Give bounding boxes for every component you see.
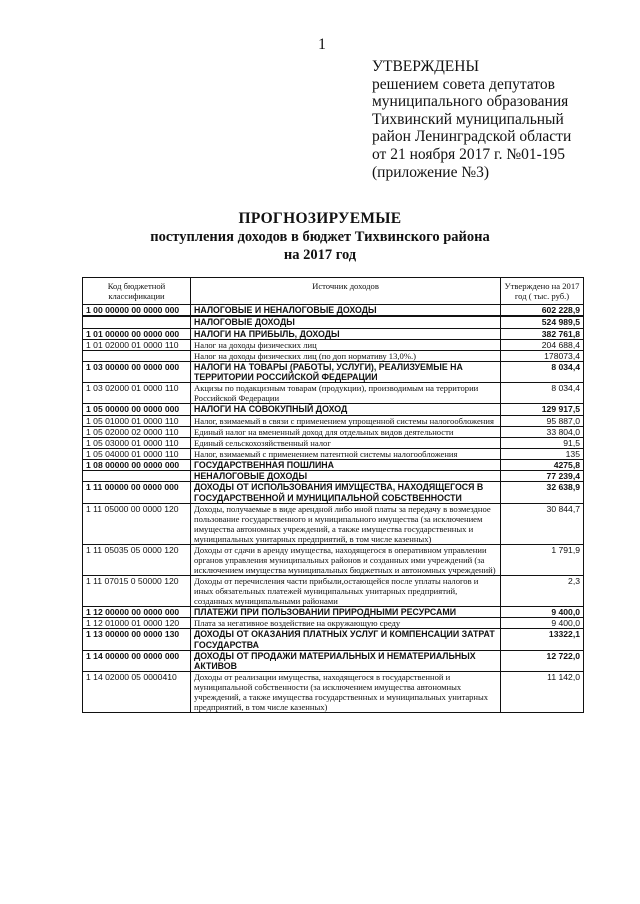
row-source: Доходы от сдачи в аренду имущества, находящегося в оперативном управлении органов управления муниципальных районов и созданных ими учреждений (за исключением имущества муниципальных бюджетных и автономных учреждений) bbox=[191, 544, 501, 575]
table-row bbox=[83, 503, 584, 544]
row-source: Плата за негативное воздействие на окружающую среду bbox=[191, 618, 501, 629]
row-amount: 30 844,7 bbox=[501, 503, 584, 544]
table-row bbox=[83, 350, 584, 361]
row-source: НАЛОГИ НА ПРИБЫЛЬ, ДОХОДЫ bbox=[191, 328, 501, 339]
approval-stamp bbox=[372, 58, 571, 181]
row-code: 1 11 05035 05 0000 120 bbox=[83, 544, 191, 575]
row-source: ДОХОДЫ ОТ ОКАЗАНИЯ ПЛАТНЫХ УСЛУГ И КОМПЕНСАЦИИ ЗАТРАТ ГОСУДАРСТВА bbox=[191, 629, 501, 651]
table-row bbox=[83, 575, 584, 606]
row-code: 1 13 00000 00 0000 130 bbox=[83, 629, 191, 651]
approval-line: (приложение №3) bbox=[372, 163, 490, 181]
row-amount: 33 804,0 bbox=[501, 426, 584, 437]
table-row bbox=[83, 404, 584, 415]
row-source: ДОХОДЫ ОТ ИСПОЛЬЗОВАНИЯ ИМУЩЕСТВА, НАХОДЯЩЕГОСЯ В ГОСУДАРСТВЕННОЙ И МУНИЦИПАЛЬНОЙ СОБСТВЕННОСТИ bbox=[191, 482, 501, 504]
header-source: Источник доходов bbox=[191, 278, 501, 305]
table-row bbox=[83, 629, 584, 651]
row-amount: 8 034,4 bbox=[501, 383, 584, 404]
approval-line: муниципального образования bbox=[372, 93, 569, 111]
approval-line: район Ленинградской области bbox=[372, 128, 572, 146]
row-source: ГОСУДАРСТВЕННАЯ ПОШЛИНА bbox=[191, 459, 501, 470]
table-row bbox=[83, 316, 584, 328]
row-code: 1 05 01000 01 0000 110 bbox=[83, 415, 191, 426]
row-source: Доходы, получаемые в виде арендной либо иной платы за передачу в возмездное пользование государственного и муниципального имущества (за исключением имущества автономных учреждений, а также имущества государственных и муниципальных унитарных предприятий, в том числе казенных) bbox=[191, 503, 501, 544]
row-amount: 8 034,4 bbox=[501, 361, 584, 383]
row-source: Налог, взимаемый с применением патентной системы налогообложения bbox=[191, 448, 501, 459]
document-title bbox=[0, 210, 640, 264]
row-code: 1 11 05000 00 0000 120 bbox=[83, 503, 191, 544]
row-amount: 4275,8 bbox=[501, 459, 584, 470]
table-header-row bbox=[83, 278, 584, 305]
row-code: 1 00 00000 00 0000 000 bbox=[83, 305, 191, 317]
table-row bbox=[83, 471, 584, 482]
row-amount: 602 228,9 bbox=[501, 305, 584, 317]
row-amount: 2,3 bbox=[501, 575, 584, 606]
row-code: 1 14 02000 05 0000410 bbox=[83, 672, 191, 713]
row-amount: 524 989,5 bbox=[501, 316, 584, 328]
row-amount: 9 400,0 bbox=[501, 606, 584, 617]
row-amount: 32 638,9 bbox=[501, 482, 584, 504]
row-source: НАЛОГОВЫЕ И НЕНАЛОГОВЫЕ ДОХОДЫ bbox=[191, 305, 501, 317]
row-code: 1 11 00000 00 0000 000 bbox=[83, 482, 191, 504]
row-code: 1 12 01000 01 0000 120 bbox=[83, 618, 191, 629]
approval-line: решением совета депутатов bbox=[372, 75, 555, 93]
row-code: 1 05 03000 01 0000 110 bbox=[83, 437, 191, 448]
row-code: 1 01 02000 01 0000 110 bbox=[83, 339, 191, 350]
row-amount: 12 722,0 bbox=[501, 650, 584, 672]
table-row bbox=[83, 459, 584, 470]
approval-line: от 21 ноября 2017 г. №01-195 bbox=[372, 145, 566, 163]
table-row bbox=[83, 448, 584, 459]
row-source: НАЛОГИ НА ТОВАРЫ (РАБОТЫ, УСЛУГИ), РЕАЛИЗУЕМЫЕ НА ТЕРРИТОРИИ РОССИЙСКОЙ ФЕДЕРАЦИИ bbox=[191, 361, 501, 383]
row-code: 1 14 00000 00 0000 000 bbox=[83, 650, 191, 672]
row-code bbox=[83, 471, 191, 482]
table-row bbox=[83, 618, 584, 629]
row-code: 1 01 00000 00 0000 000 bbox=[83, 328, 191, 339]
table-row bbox=[83, 426, 584, 437]
row-code: 1 12 00000 00 0000 000 bbox=[83, 606, 191, 617]
title-line-2: поступления доходов в бюджет Тихвинского района bbox=[150, 229, 490, 245]
table-row bbox=[83, 305, 584, 317]
row-code: 1 03 00000 00 0000 000 bbox=[83, 361, 191, 383]
table-row bbox=[83, 606, 584, 617]
row-source: ПЛАТЕЖИ ПРИ ПОЛЬЗОВАНИИ ПРИРОДНЫМИ РЕСУРСАМИ bbox=[191, 606, 501, 617]
row-source: Акцизы по подакцизным товарам (продукции), производимым на территории Российской Федерации bbox=[191, 383, 501, 404]
row-source: Доходы от перечисления части прибыли,остающейся после уплаты налогов и иных обязательных платежей муниципальных унитарных предприятий, созданных муниципальными районами bbox=[191, 575, 501, 606]
table-row bbox=[83, 482, 584, 504]
table-row bbox=[83, 383, 584, 404]
row-amount: 11 142,0 bbox=[501, 672, 584, 713]
row-code bbox=[83, 316, 191, 328]
title-line-1: ПРОГНОЗИРУЕМЫЕ bbox=[238, 210, 402, 227]
table-row bbox=[83, 544, 584, 575]
row-amount: 1 791,9 bbox=[501, 544, 584, 575]
row-source: Единый сельскохозяйственный налог bbox=[191, 437, 501, 448]
table-row bbox=[83, 328, 584, 339]
approval-line: Тихвинский муниципальный bbox=[372, 110, 564, 128]
row-amount: 382 761,8 bbox=[501, 328, 584, 339]
row-code: 1 05 04000 01 0000 110 bbox=[83, 448, 191, 459]
table-row bbox=[83, 415, 584, 426]
row-source: НАЛОГИ НА СОВОКУПНЫЙ ДОХОД bbox=[191, 404, 501, 415]
row-source: Налог на доходы физических лиц bbox=[191, 339, 501, 350]
table-row bbox=[83, 650, 584, 672]
revenue-table bbox=[82, 277, 584, 713]
approval-line: УТВЕРЖДЕНЫ bbox=[372, 58, 479, 75]
row-source: НАЛОГОВЫЕ ДОХОДЫ bbox=[191, 316, 501, 328]
row-amount: 13322,1 bbox=[501, 629, 584, 651]
row-amount: 204 688,4 bbox=[501, 339, 584, 350]
row-code: 1 08 00000 00 0000 000 bbox=[83, 459, 191, 470]
row-amount: 9 400,0 bbox=[501, 618, 584, 629]
row-code: 1 03 02000 01 0000 110 bbox=[83, 383, 191, 404]
row-source: НЕНАЛОГОВЫЕ ДОХОДЫ bbox=[191, 471, 501, 482]
page-number: 1 bbox=[318, 36, 326, 53]
table-row bbox=[83, 339, 584, 350]
table-body bbox=[83, 305, 584, 713]
row-source: Единый налог на вмененный доход для отдельных видов деятельности bbox=[191, 426, 501, 437]
row-source: Налог, взимаемый в связи с применением упрощенной системы налогообложения bbox=[191, 415, 501, 426]
table-row bbox=[83, 361, 584, 383]
table-row bbox=[83, 437, 584, 448]
row-amount: 135 bbox=[501, 448, 584, 459]
header-amount: Утверждено на 2017 год ( тыс. руб.) bbox=[501, 278, 584, 305]
row-amount: 129 917,5 bbox=[501, 404, 584, 415]
row-code bbox=[83, 350, 191, 361]
row-amount: 91,5 bbox=[501, 437, 584, 448]
row-source: Налог на доходы физических лиц (по доп нормативу 13,0%.) bbox=[191, 350, 501, 361]
title-line-3: на 2017 год bbox=[283, 247, 357, 263]
table-row bbox=[83, 672, 584, 713]
row-amount: 77 239,4 bbox=[501, 471, 584, 482]
row-code: 1 05 02000 02 0000 110 bbox=[83, 426, 191, 437]
row-amount: 95 887,0 bbox=[501, 415, 584, 426]
row-amount: 178073,4 bbox=[501, 350, 584, 361]
row-source: ДОХОДЫ ОТ ПРОДАЖИ МАТЕРИАЛЬНЫХ И НЕМАТЕРИАЛЬНЫХ АКТИВОВ bbox=[191, 650, 501, 672]
row-source: Доходы от реализации имущества, находящегося в государственной и муниципальной собственности (за исключением имущества автономных учреждений, а также имущества государственных и муниципальных унитарных предприятий, в том числе казенных) bbox=[191, 672, 501, 713]
row-code: 1 11 07015 0 50000 120 bbox=[83, 575, 191, 606]
header-code: Код бюджетной классификации bbox=[83, 278, 191, 305]
row-code: 1 05 00000 00 0000 000 bbox=[83, 404, 191, 415]
